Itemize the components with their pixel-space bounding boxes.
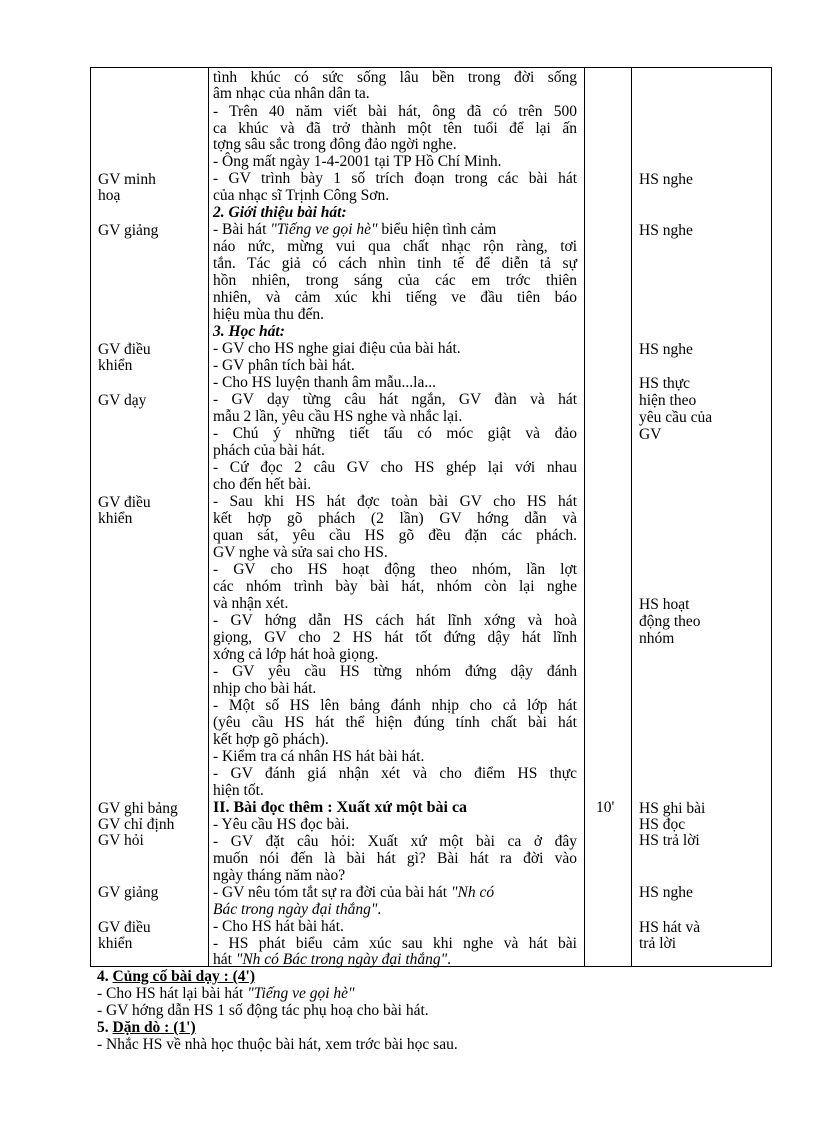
footer-line: - Nhắc HS về nhà học thuộc bài hát, xem trớc bài học sau. — [97, 1036, 458, 1053]
student-cell: HS nghe — [639, 222, 693, 239]
content-line: giọng, GV cho 2 HS hát tốt đứng dậy hát lĩnh — [213, 629, 577, 646]
content-line: hồn nhiên, trong sáng của các em trớc thiên — [213, 272, 577, 289]
student-activity-column — [639, 68, 767, 966]
lesson-content-column — [213, 68, 577, 966]
content-line: - GV nêu tóm tắt sự ra đời của bài hát "Nh có — [213, 884, 495, 901]
student-cell: GV — [639, 426, 662, 443]
content-line: - GV đánh giá nhận xét và cho điểm HS thực — [213, 765, 577, 782]
content-line: kết hợp gõ phách (2 lần) GV hớng dẫn và — [213, 510, 577, 527]
content-line: - GV dạy từng câu hát ngắn, GV đàn và hát — [213, 391, 577, 408]
content-line: tắn. Tác giả có cách nhìn tinh tế để diễn tả sự — [213, 255, 577, 272]
student-cell: HS ghi bài — [639, 800, 706, 817]
content-line: ngày tháng năm nào? — [213, 867, 346, 884]
content-line: ca khúc và đã trở thành một tên tuổi để lại ấn — [213, 120, 577, 137]
footer-line: - Cho HS hát lại bài hát "Tiếng ve gọi hè" — [97, 985, 355, 1002]
teacher-cell: GV hỏi — [98, 832, 144, 849]
content-line: xớng cả lớp hát hoà giọng. — [213, 646, 379, 663]
content-line: cho đến hết bài. — [213, 476, 312, 493]
content-line: hiệu mùa thu đến. — [213, 306, 325, 323]
content-line: - GV hớng dẫn HS cách hát lĩnh xớng và hoà — [213, 612, 577, 629]
teacher-cell: GV ghi bảng — [98, 800, 178, 817]
content-line: - Sau khi HS hát đợc toàn bài GV cho HS hát — [213, 493, 577, 510]
student-cell: HS đọc — [639, 816, 686, 833]
student-cell: động theo — [639, 613, 701, 630]
content-line: - GV cho HS hoạt động theo nhóm, lần lợt — [213, 561, 577, 578]
student-cell: HS nghe — [639, 171, 693, 188]
student-cell: nhóm — [639, 630, 675, 647]
content-line: nhiên, và cảm xúc khi tiếng ve đầu tiên báo — [213, 289, 577, 306]
teacher-cell: khiển — [98, 357, 133, 374]
teacher-cell: khiển — [98, 935, 133, 952]
student-cell: HS hát và — [639, 919, 701, 936]
section-heading: II. Bài đọc thêm : Xuất xứ một bài ca — [213, 799, 468, 816]
teacher-cell: GV điều — [98, 494, 151, 511]
time-column — [589, 68, 627, 966]
section-heading: 3. Học hát: — [213, 323, 285, 340]
column-divider — [631, 68, 632, 966]
teacher-cell: GV giảng — [98, 884, 159, 901]
footer-line: - GV hớng dẫn HS 1 số động tác phụ hoạ cho bài hát. — [97, 1002, 429, 1019]
lesson-plan-table — [90, 67, 772, 967]
content-line: quan sát, yêu cầu HS gõ đều đặn các phách. — [213, 527, 577, 544]
content-line: các nhóm trình bày bài hát, nhóm còn lại nghe — [213, 578, 577, 595]
teacher-cell: GV điều — [98, 341, 151, 358]
content-line: náo nức, mừng vui qua chất nhạc rộn ràng, tơi — [213, 238, 577, 255]
student-cell: HS trả lời — [639, 832, 700, 849]
column-divider — [584, 68, 585, 966]
content-line: và nhận xét. — [213, 595, 289, 612]
content-line: phách của bài hát. — [213, 442, 325, 459]
content-line: - GV phân tích bài hát. — [213, 357, 355, 374]
student-cell: HS hoạt — [639, 596, 690, 613]
content-line: kết hợp gõ phách). — [213, 731, 329, 748]
content-line: GV nghe và sửa sai cho HS. — [213, 544, 388, 561]
teacher-activity-column — [98, 68, 206, 966]
student-cell: hiện theo — [639, 392, 697, 409]
content-line: - Cứ đọc 2 câu GV cho HS ghép lại với nhau — [213, 459, 577, 476]
content-line: của nhạc sĩ Trịnh Công Sơn. — [213, 187, 390, 204]
content-line: - GV cho HS nghe giai điệu của bài hát. — [213, 340, 461, 357]
content-line: hát "Nh có Bác trong ngày đại thắng". — [213, 951, 452, 968]
content-line: tình khúc có sức sống lâu bền trong đời sống — [213, 69, 577, 86]
teacher-cell: GV minh — [98, 171, 156, 188]
student-cell: trả lời — [639, 935, 677, 952]
homework-heading: 5. Dặn dò : (1') — [97, 1019, 196, 1036]
section-heading: 2. Giới thiệu bài hát: — [213, 204, 347, 221]
content-line: - Ông mất ngày 1-4-2001 tại TP Hồ Chí Minh. — [213, 153, 502, 170]
content-line: - Chú ý những tiết tấu có móc giật và đảo — [213, 425, 577, 442]
content-line: - GV đặt câu hỏi: Xuất xứ một bài ca ở đây — [213, 833, 577, 850]
content-line: - Yêu cầu HS đọc bài. — [213, 816, 350, 833]
content-line: (yêu cầu HS hát thể hiện đúng tính chất bài hát — [213, 714, 577, 731]
content-line: - GV trình bày 1 số trích đoạn trong các bài hát — [213, 170, 577, 187]
content-line: - Bài hát "Tiếng ve gọi hè" biểu hiện tình cảm — [213, 221, 497, 238]
content-line: - HS phát biểu cảm xúc sau khi nghe và hát bài — [213, 935, 577, 952]
column-divider — [208, 68, 209, 966]
content-line: - GV yêu cầu HS từng nhóm đứng dậy đánh — [213, 663, 577, 680]
teacher-cell: GV dạy — [98, 392, 147, 409]
content-line: - Cho HS luyện thanh âm mẫu...la... — [213, 374, 436, 391]
teacher-cell: GV điều — [98, 919, 151, 936]
content-line: hiện tốt. — [213, 782, 264, 799]
teacher-cell: khiển — [98, 510, 133, 527]
content-line: nhịp cho bài hát. — [213, 680, 317, 697]
consolidation-heading: 4. Củng cố bài dạy : (4') — [97, 968, 256, 985]
content-line: tợng sâu sắc trong đông đảo ngời nghe. — [213, 136, 457, 153]
student-cell: HS nghe — [639, 884, 693, 901]
teacher-cell: hoạ — [98, 187, 121, 204]
content-line: muốn nói đến là bài hát gì? Bài hát ra đời vào — [213, 850, 577, 867]
student-cell: yêu cầu của — [639, 409, 713, 426]
content-line: - Trên 40 năm viết bài hát, ông đã có trên 500 — [213, 103, 577, 120]
content-line: - Kiểm tra cá nhân HS hát bài hát. — [213, 748, 425, 765]
teacher-cell: GV giảng — [98, 222, 159, 239]
content-line: mẫu 2 lần, yêu cầu HS nghe và nhắc lại. — [213, 408, 463, 425]
content-line: - Một số HS lên bảng đánh nhịp cho cả lớp hát — [213, 697, 577, 714]
time-cell: 10' — [596, 799, 615, 816]
content-line: - Cho HS hát bài hát. — [213, 918, 344, 935]
content-line: âm nhạc của nhân dân ta. — [213, 85, 370, 102]
student-cell: HS nghe — [639, 341, 693, 358]
content-line: Bác trong ngày đại thắng". — [213, 901, 382, 918]
teacher-cell: GV chỉ định — [98, 816, 175, 833]
student-cell: HS thực — [639, 375, 691, 392]
